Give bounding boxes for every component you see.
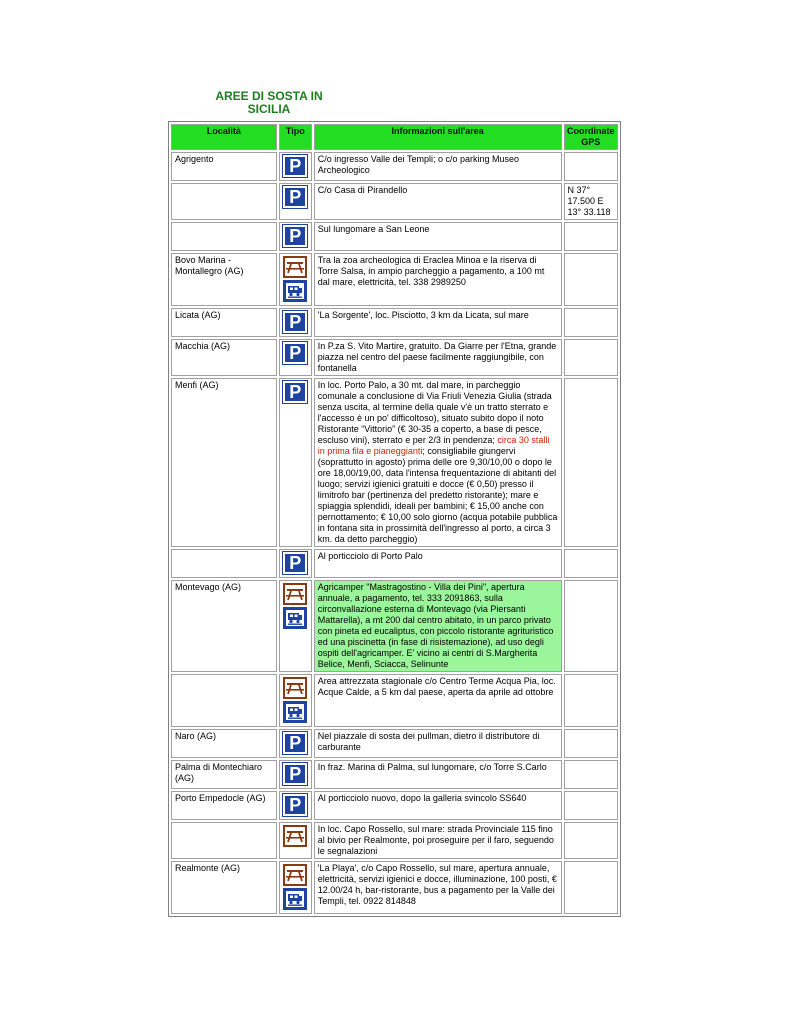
gps-cell — [564, 308, 619, 337]
info-cell: Agricamper "Mastragostino - Villa dei Pini", apertura annuale, a pagamento, tel. 333 2091863, sulla circonvallazione esterna di Montevago (via Piersanti Mattarella), a mt 200 dal centro abitato, in un parco privato con pineta ed eucaliptus, con piccolo ristorante agrituristico ed una piscinetta (in fase di risistemazione), ad uso degli ospiti dell'agricamper. E' vicino ai centri di S.Margherita Belice, Menfi, Sciacca, Selinunte — [314, 580, 562, 672]
picnic-icon — [283, 583, 307, 605]
table-row — [171, 549, 618, 578]
picnic-icon — [283, 677, 307, 699]
info-cell: Tra la zoa archeologica di Eraclea Minoa e la riserva di Torre Salsa, in ampio parcheggio a pagamento, a 100 mt dal mare, elettricità, tel. 338 2989250 — [314, 253, 562, 306]
info-highlight-text: circa 30 stalli in prima fila e pianeggianti — [317, 435, 550, 456]
table-row — [171, 339, 618, 376]
parking-icon — [283, 155, 307, 177]
tipo-cell — [279, 861, 312, 914]
parking-icon-letter: P — [289, 226, 302, 246]
gps-cell — [564, 861, 619, 914]
localita-cell — [171, 822, 277, 859]
parking-icon-letter: P — [289, 553, 302, 573]
table-row — [171, 308, 618, 337]
parking-icon — [283, 552, 307, 574]
localita-cell: Realmonte (AG) — [171, 861, 277, 914]
parking-icon-letter: P — [289, 382, 302, 402]
info-cell: Nel piazzale di sosta dei pullman, dietro il distributore di carburante — [314, 729, 562, 758]
parking-icon-letter: P — [289, 764, 302, 784]
localita-cell — [171, 549, 277, 578]
localita-cell: Bovo Marina - Montallegro (AG) — [171, 253, 277, 306]
rest-areas-table — [168, 121, 621, 917]
parking-icon-letter: P — [289, 187, 302, 207]
parking-icon-letter: P — [289, 156, 302, 176]
table-row — [171, 378, 618, 547]
header-info: Informazioni sull'area — [314, 124, 562, 150]
parking-icon — [283, 732, 307, 754]
picnic-icon — [283, 864, 307, 886]
gps-cell: N 37° 17.500 E 13° 33.118 — [564, 183, 619, 220]
info-cell: In P.za S. Vito Martire, gratuito. Da Giarre per l'Etna, grande piazza nel centro del paese facilmente raggiungibile, con fontanella — [314, 339, 562, 376]
table-row — [171, 861, 618, 914]
tipo-cell — [279, 729, 312, 758]
info-cell: In fraz. Marina di Palma, sul lungomare, c/o Torre S.Carlo — [314, 760, 562, 789]
parking-icon-letter: P — [289, 795, 302, 815]
camper-service-icon — [283, 280, 307, 302]
parking-icon-letter: P — [289, 312, 302, 332]
table-row — [171, 183, 618, 220]
tipo-cell — [279, 222, 312, 251]
table-row — [171, 580, 618, 672]
info-cell: 'La Sorgente', loc. Pisciotto, 3 km da Licata, sul mare — [314, 308, 562, 337]
table-row — [171, 822, 618, 859]
table-row — [171, 253, 618, 306]
localita-cell: Menfi (AG) — [171, 378, 277, 547]
info-text: In loc. Porto Palo, a 30 mt. dal mare, in parcheggio comunale a conclusione di Via Friuli Venezia Giulia (strada senza uscita, al termine della quale v'è un tratto sterrato e l'accesso è un po' difficoltoso), situato subito dopo il noto Ristorante “Vittorio” (€ 30-35 a coperto, a base di pesce, escluso vini), sterrato e per 2/3 in pendenza; — [317, 380, 552, 445]
table-row — [171, 791, 618, 820]
header-localita: Località — [171, 124, 277, 150]
tipo-cell — [279, 760, 312, 789]
localita-cell — [171, 674, 277, 727]
gps-cell — [564, 549, 619, 578]
tipo-cell — [279, 339, 312, 376]
gps-cell — [564, 378, 619, 547]
gps-cell — [564, 729, 619, 758]
parking-icon-letter: P — [289, 733, 302, 753]
parking-icon-letter: P — [289, 343, 302, 363]
gps-cell — [564, 674, 619, 727]
info-cell: C/o Casa di Pirandello — [314, 183, 562, 220]
info-cell: In loc. Capo Rossello, sul mare: strada Provinciale 115 fino al bivio per Realmonte, poi proseguire per il faro, seguendo le segnalazioni — [314, 822, 562, 859]
localita-cell — [171, 183, 277, 220]
tipo-cell — [279, 549, 312, 578]
gps-cell — [564, 580, 619, 672]
localita-cell: Macchia (AG) — [171, 339, 277, 376]
gps-cell — [564, 822, 619, 859]
localita-cell — [171, 222, 277, 251]
localita-cell: Naro (AG) — [171, 729, 277, 758]
info-cell: 'La Playa', c/o Capo Rossello, sul mare, apertura annuale, elettricità, servizi igienici e docce, illuminazione, 100 posti, € 12.00/24 h, bar-ristorante, bus a pagamento per la Valle dei Templi, tel. 0922 814848 — [314, 861, 562, 914]
gps-cell — [564, 222, 619, 251]
parking-icon — [283, 186, 307, 208]
table-row — [171, 760, 618, 789]
parking-icon — [283, 763, 307, 785]
info-cell: Sul lungomare a San Leone — [314, 222, 562, 251]
parking-icon — [283, 311, 307, 333]
gps-cell — [564, 791, 619, 820]
info-cell: C/o ingresso Valle dei Templi; o c/o parking Museo Archeologico — [314, 152, 562, 181]
table-row — [171, 222, 618, 251]
localita-cell: Palma di Montechiaro (AG) — [171, 760, 277, 789]
tipo-cell — [279, 152, 312, 181]
localita-cell: Porto Empedocle (AG) — [171, 791, 277, 820]
parking-icon — [283, 342, 307, 364]
parking-icon — [283, 225, 307, 247]
gps-cell — [564, 152, 619, 181]
page-title: AREE DI SOSTA IN SICILIA — [215, 89, 323, 116]
info-text: ; consigliabile giungervi (soprattutto in agosto) prima delle ore 9,30/10,00 o dopo le ore 18,00/19,00, data l'intensa frequentazione di abitanti del luogo; servizi igienici gratuiti e docce (€ 0,50) presso il limitrofo bar (pertinenza del predetto ristorante); mare e spiaggia splendidi, ideali per bambini; € 15,00 anche con pernottamento; € 10,00 solo giorno (acqua potabile pubblica in fontana sita in prossimità dell'ingresso al porto, a circa 3 km. da detto parcheggio) — [317, 446, 558, 544]
info-cell: Area attrezzata stagionale c/o Centro Terme Acqua Pia, loc. Acque Calde, a 5 km dal paese, aperta da aprile ad ottobre — [314, 674, 562, 727]
localita-cell: Licata (AG) — [171, 308, 277, 337]
info-cell: Al porticciolo di Porto Palo — [314, 549, 562, 578]
table-header-row — [171, 124, 618, 150]
tipo-cell — [279, 674, 312, 727]
table-row — [171, 152, 618, 181]
header-tipo: Tipo — [279, 124, 312, 150]
info-cell — [314, 378, 562, 547]
tipo-cell — [279, 378, 312, 547]
gps-cell — [564, 339, 619, 376]
header-gps: Coordinate GPS — [564, 124, 619, 150]
parking-icon — [283, 794, 307, 816]
gps-cell — [564, 760, 619, 789]
picnic-icon — [283, 256, 307, 278]
tipo-cell — [279, 308, 312, 337]
gps-cell — [564, 253, 619, 306]
tipo-cell — [279, 822, 312, 859]
tipo-cell — [279, 580, 312, 672]
camper-service-icon — [283, 607, 307, 629]
tipo-cell — [279, 791, 312, 820]
info-cell: Al porticciolo nuovo, dopo la galleria svincolo SS640 — [314, 791, 562, 820]
table-row — [171, 729, 618, 758]
camper-service-icon — [283, 701, 307, 723]
parking-icon — [283, 381, 307, 403]
localita-cell: Montevago (AG) — [171, 580, 277, 672]
tipo-cell — [279, 253, 312, 306]
camper-service-icon — [283, 888, 307, 910]
tipo-cell — [279, 183, 312, 220]
table-row — [171, 674, 618, 727]
localita-cell: Agrigento — [171, 152, 277, 181]
picnic-icon — [283, 825, 307, 847]
